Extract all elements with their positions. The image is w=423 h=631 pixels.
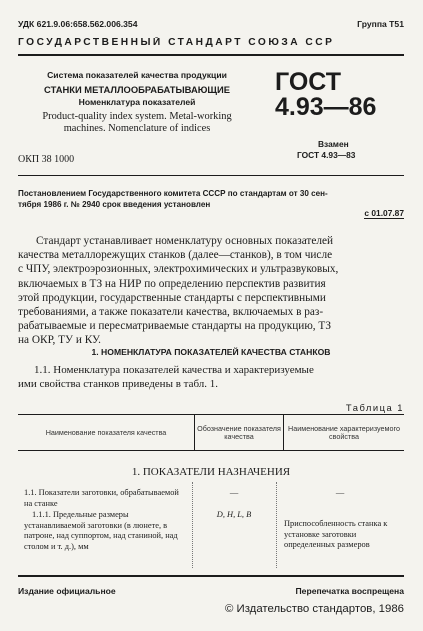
main-title: СТАНКИ МЕТАЛЛООБРАБАТЫВАЮЩИЕ [44,84,230,95]
table-group-title: 1. ПОКАЗАТЕЛИ НАЗНАЧЕНИЯ [131,466,291,478]
intro-line: этой продукции, государственные стандарты с перспективными [18,291,326,304]
table-row-1-name: 1.1. Показатели заготовки, обрабатываемой на станке [24,488,179,508]
footer-rule [18,575,404,577]
intro-line: рабатываемые и пересматриваемые стандарты на продукцию, ТЗ [18,320,331,333]
intro-line: с ЧПУ, электроэрозионных, электрохимических и ультразвуковых, [18,263,339,276]
gost-label: ГОСТ [275,68,341,96]
system-title: Система показателей качества продукции [47,70,227,80]
english-title-line1: Product-quality index system. Metal-working [42,111,232,122]
english-title-line2: machines. Nomenclature of indices [63,123,211,134]
intro-line: включаемых в ТЗ на НИР по определению перспектив развития [18,277,326,290]
intro-line: требованиями, а также показатели качества, включаемых в раз- [18,306,324,319]
table-1 [18,414,404,451]
intro-line: на ОКР, ТУ и КУ. [18,334,101,347]
section-paragraph [18,364,404,391]
english-title [18,111,256,135]
decree-line2: тября 1986 г. № 2940 срок введения установлен [18,200,211,209]
table-header-row [18,415,404,451]
footer-reprint: Перепечатка воспрещена [295,586,404,596]
col-header-symbol: Обозначение показателя качества [195,415,284,451]
table-row-2-property: Приспособленность станка к установке заготовки определенных размеров [284,519,388,550]
standard-org: ГОСУДАРСТВЕННЫЙ СТАНДАРТ СОЮЗА ССР [18,37,335,48]
table-row-2-symbol: D, H, L, B [216,510,252,519]
okp-code: ОКП 38 1000 [18,154,75,165]
intro-paragraph [18,234,404,348]
col-header-property: Наименование характеризуемого свойства [284,415,405,451]
footer-official: Издание официальное [18,586,116,596]
decree-line1: Постановлением Государственного комитета СССР по стандартам от 30 сен- [18,189,328,198]
col-header-name: Наименование показателя качества [18,415,195,451]
table-caption: Таблица 1 [345,402,404,413]
replaces-value: ГОСТ 4.93—83 [297,150,356,160]
effective-date: с 01.07.87 [364,208,404,218]
udk-code: УДК 621.9.06:658.562.006.354 [18,19,138,29]
header-rule [18,54,404,56]
decree [18,188,404,210]
table-row-1-property: — [335,488,345,497]
gost-number: 4.93—86 [275,93,377,121]
subtitle: Номенклатура показателей [78,97,196,107]
table-row-1-symbol: — [229,488,239,497]
section-paragraph-line1: 1.1. Номенклатура показателей качества и характеризуемые [34,364,314,376]
intro-line: Стандарт устанавливает номенклатуру основных показателей [36,235,334,247]
copyright: © Издательство стандартов, 1986 [224,603,404,615]
section-paragraph-line2: ими свойства станков приведены в табл. 1. [18,377,219,390]
intro-line: качества металлорежущих станков (далее—станков), в том числе [18,249,333,262]
group-code: Группа Т51 [357,19,404,29]
title-rule [18,175,404,176]
replaces-label: Взамен [318,139,349,149]
table-row-2-name: 1.1.1. Предельные размеры устанавливаемой заготовки (в люнете, в патроне, над суппортом, над станиной, над столом и т. д.), мм [24,510,178,551]
section-heading: 1. НОМЕНКЛАТУРА ПОКАЗАТЕЛЕЙ КАЧЕСТВА СТАНКОВ [91,347,331,357]
